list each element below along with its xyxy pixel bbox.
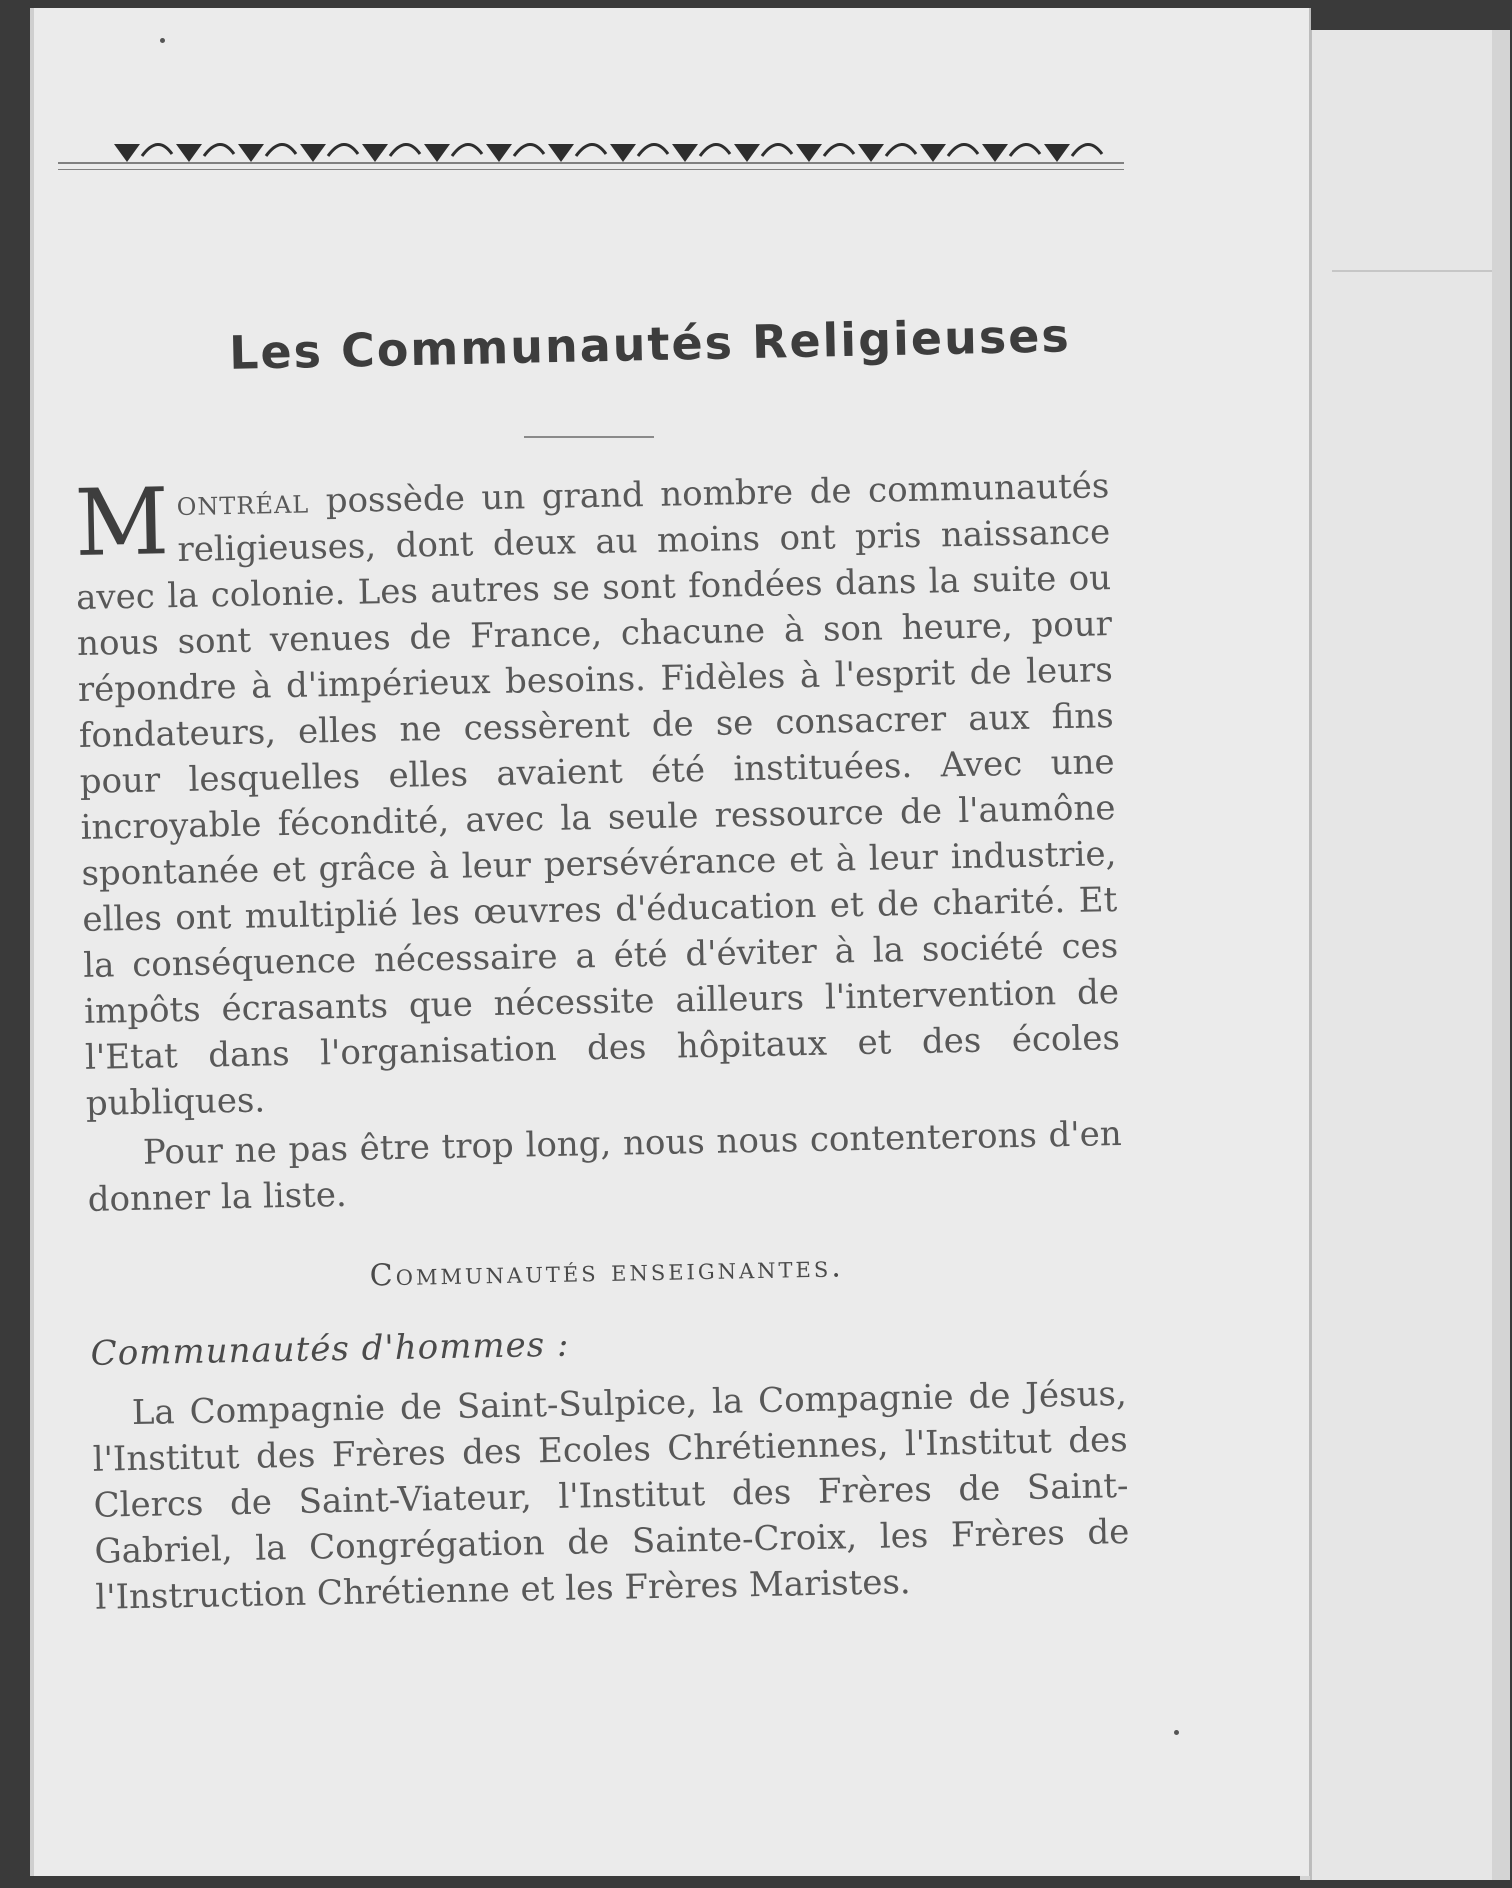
- ornament-scroll: [576, 144, 606, 156]
- ornament-heart: [672, 144, 698, 162]
- section-heading: Communautés enseignantes.: [369, 1249, 845, 1294]
- ornament-heart: [300, 144, 326, 162]
- ornament-scroll: [142, 144, 172, 156]
- ornament-scroll: [514, 144, 544, 156]
- intro-smallcaps: ontréal: [176, 481, 310, 525]
- page-leaf-edge: [1332, 230, 1492, 272]
- ornament-scroll: [1072, 144, 1102, 156]
- ornament-heart: [362, 144, 388, 162]
- ornament-scroll: [700, 144, 730, 156]
- book-page-edges: [1300, 30, 1510, 1880]
- book-page: [30, 8, 1309, 1876]
- ornament-heart: [486, 144, 512, 162]
- ornament-scroll: [638, 144, 668, 156]
- drop-cap: M: [73, 468, 170, 577]
- ornament-heart: [610, 144, 636, 162]
- ornament-scroll: [948, 144, 978, 156]
- subheading: Communautés d'hommes :: [90, 1324, 570, 1374]
- page-edge-inner: [1310, 30, 1492, 1880]
- list-paragraph: La Compagnie de Saint-Sulpice, la Compagnie de Jésus, l'Institut des Frères des Ecoles Chrétiennes, l'Institut des Clercs de Saint-Viateur, l'Institut des Frères de Saint-Gabriel, la Congrégation de Sainte-Croix, les Frères de l'Instruction Chrétienne et les Frères Maristes.: [92, 1373, 1130, 1618]
- intro-text: possède un grand nombre de communautés religieuses, dont deux au moins ont pris naissance avec la colonie. Les autres se sont fondées dans la suite ou nous sont venues de France, chacune à son heure, pour répondre à d'impérieux besoins. Fidèles à l'esprit de leurs fondateurs, elles ne cessèrent de se consacrer aux fins pour lesquelles elles avaient été instituées. Avec une incroyable fécondité, avec la seule ressource de l'aumône spontanée et grâce à leur persévérance et à leur industrie, elles ont multiplié les œuvres d'éducation et de charité. Et la conséquence nécessaire a été d'éviter à la société ces impôts écrasants que nécessite ailleurs l'intervention de l'Etat dans l'organisation des hôpitaux et des écoles publiques.: [75, 466, 1121, 1124]
- ornament-heart: [176, 144, 202, 162]
- page-title: Les Communautés Religieuses: [228, 308, 1072, 380]
- ornament-heart: [982, 144, 1008, 162]
- ornament-heart: [424, 144, 450, 162]
- ornament-scroll: [328, 144, 358, 156]
- ornament-scroll: [204, 144, 234, 156]
- ornament-scroll: [824, 144, 854, 156]
- ornament-heart: [734, 144, 760, 162]
- ornament-scroll: [390, 144, 420, 156]
- ornament-heart: [1044, 144, 1070, 162]
- intro-paragraph: [74, 463, 1121, 1127]
- ornament-heart: [548, 144, 574, 162]
- header-rule-thin: [58, 169, 1124, 170]
- header-rule: [58, 162, 1124, 164]
- paper-speck: [1174, 1730, 1179, 1735]
- ornament-scroll: [266, 144, 296, 156]
- ornament-scroll: [452, 144, 482, 156]
- ornament-scroll: [1010, 144, 1040, 156]
- paragraph-2: Pour ne pas être trop long, nous nous contenterons d'en donner la liste.: [87, 1114, 1123, 1220]
- ornament-heart: [920, 144, 946, 162]
- ornament-scroll: [886, 144, 916, 156]
- ornament-heart: [858, 144, 884, 162]
- ornament-scroll: [762, 144, 792, 156]
- ornament-heart: [238, 144, 264, 162]
- title-separator: [524, 436, 654, 438]
- ornament-heart: [796, 144, 822, 162]
- paper-speck: [160, 38, 165, 43]
- body-text: [74, 463, 1131, 1625]
- ornament-heart: [114, 144, 140, 162]
